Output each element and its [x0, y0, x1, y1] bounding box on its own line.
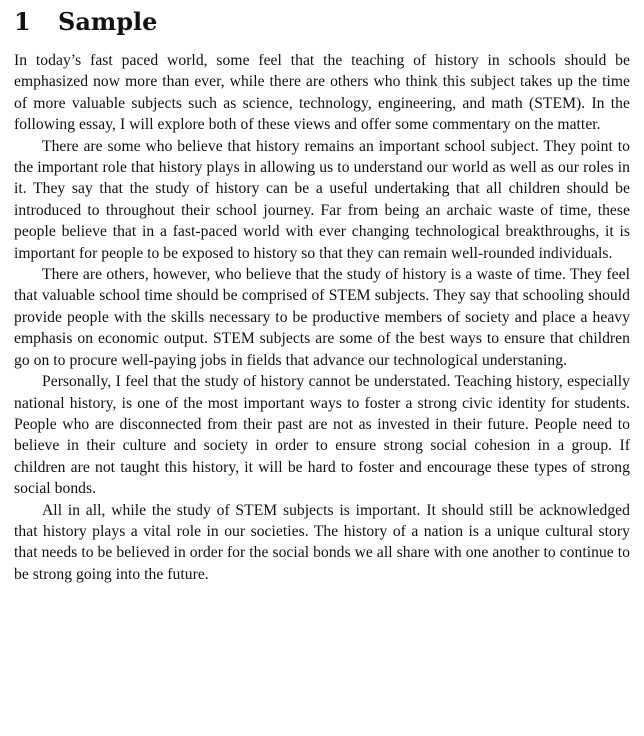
paragraph-pro-stem: There are others, however, who believe that the study of history is a waste of time. They feel that valuable school time should be comprised of STEM subjects. They say that schooling should provide people with the skills necessary to be productive members of society and place a heavy emphasis on economic output. STEM subjects are some of the best ways to ensure that children go on to procure well-paying jobs in fields that advance our technological understaning. [14, 266, 630, 369]
essay-body [14, 50, 630, 585]
section-number: 1 [14, 7, 31, 36]
paragraph-pro-history: There are some who believe that history remains an important school subject. They point to the important role that history plays in allowing us to understand our world as well as our roles in it. They say that the study of history can be a useful undertaking that all children should be introduced to throughout their school journey. Far from being an archaic waste of time, these people believe that in a fast-paced world with ever changing technological breakthroughs, it is important for people to be exposed to history so that they can remain well-rounded individuals. [14, 137, 630, 262]
section-heading [14, 6, 630, 38]
document-page [14, 6, 630, 585]
paragraph-introduction: In today’s fast paced world, some feel that the teaching of history in schools should be emphasized now more than ever, while there are others who think this subject takes up the time of more valuable subjects such as science, technology, engineering, and math (STEM). In the following essay, I will explore both of these views and offer some commentary on the matter. [14, 52, 630, 134]
paragraph-conclusion: All in all, while the study of STEM subjects is important. It should still be acknowledged that history plays a vital role in our societies. The history of a nation is a unique cultural story that needs to be believed in order for the social bonds we all share with one another to continue to be strong going into the future. [14, 501, 630, 583]
section-title: Sample [58, 7, 158, 36]
paragraph-personal-opinion: Personally, I feel that the study of history cannot be understated. Teaching history, especially national history, is one of the most important ways to foster a strong civic identity for students. People who are disconnected from their past are not as invested in their future. People need to believe in their culture and society in order to ensure strong social cohesion in a group. If children are not taught this history, it will be hard to foster and encourage these types of strong social bonds. [14, 373, 630, 498]
